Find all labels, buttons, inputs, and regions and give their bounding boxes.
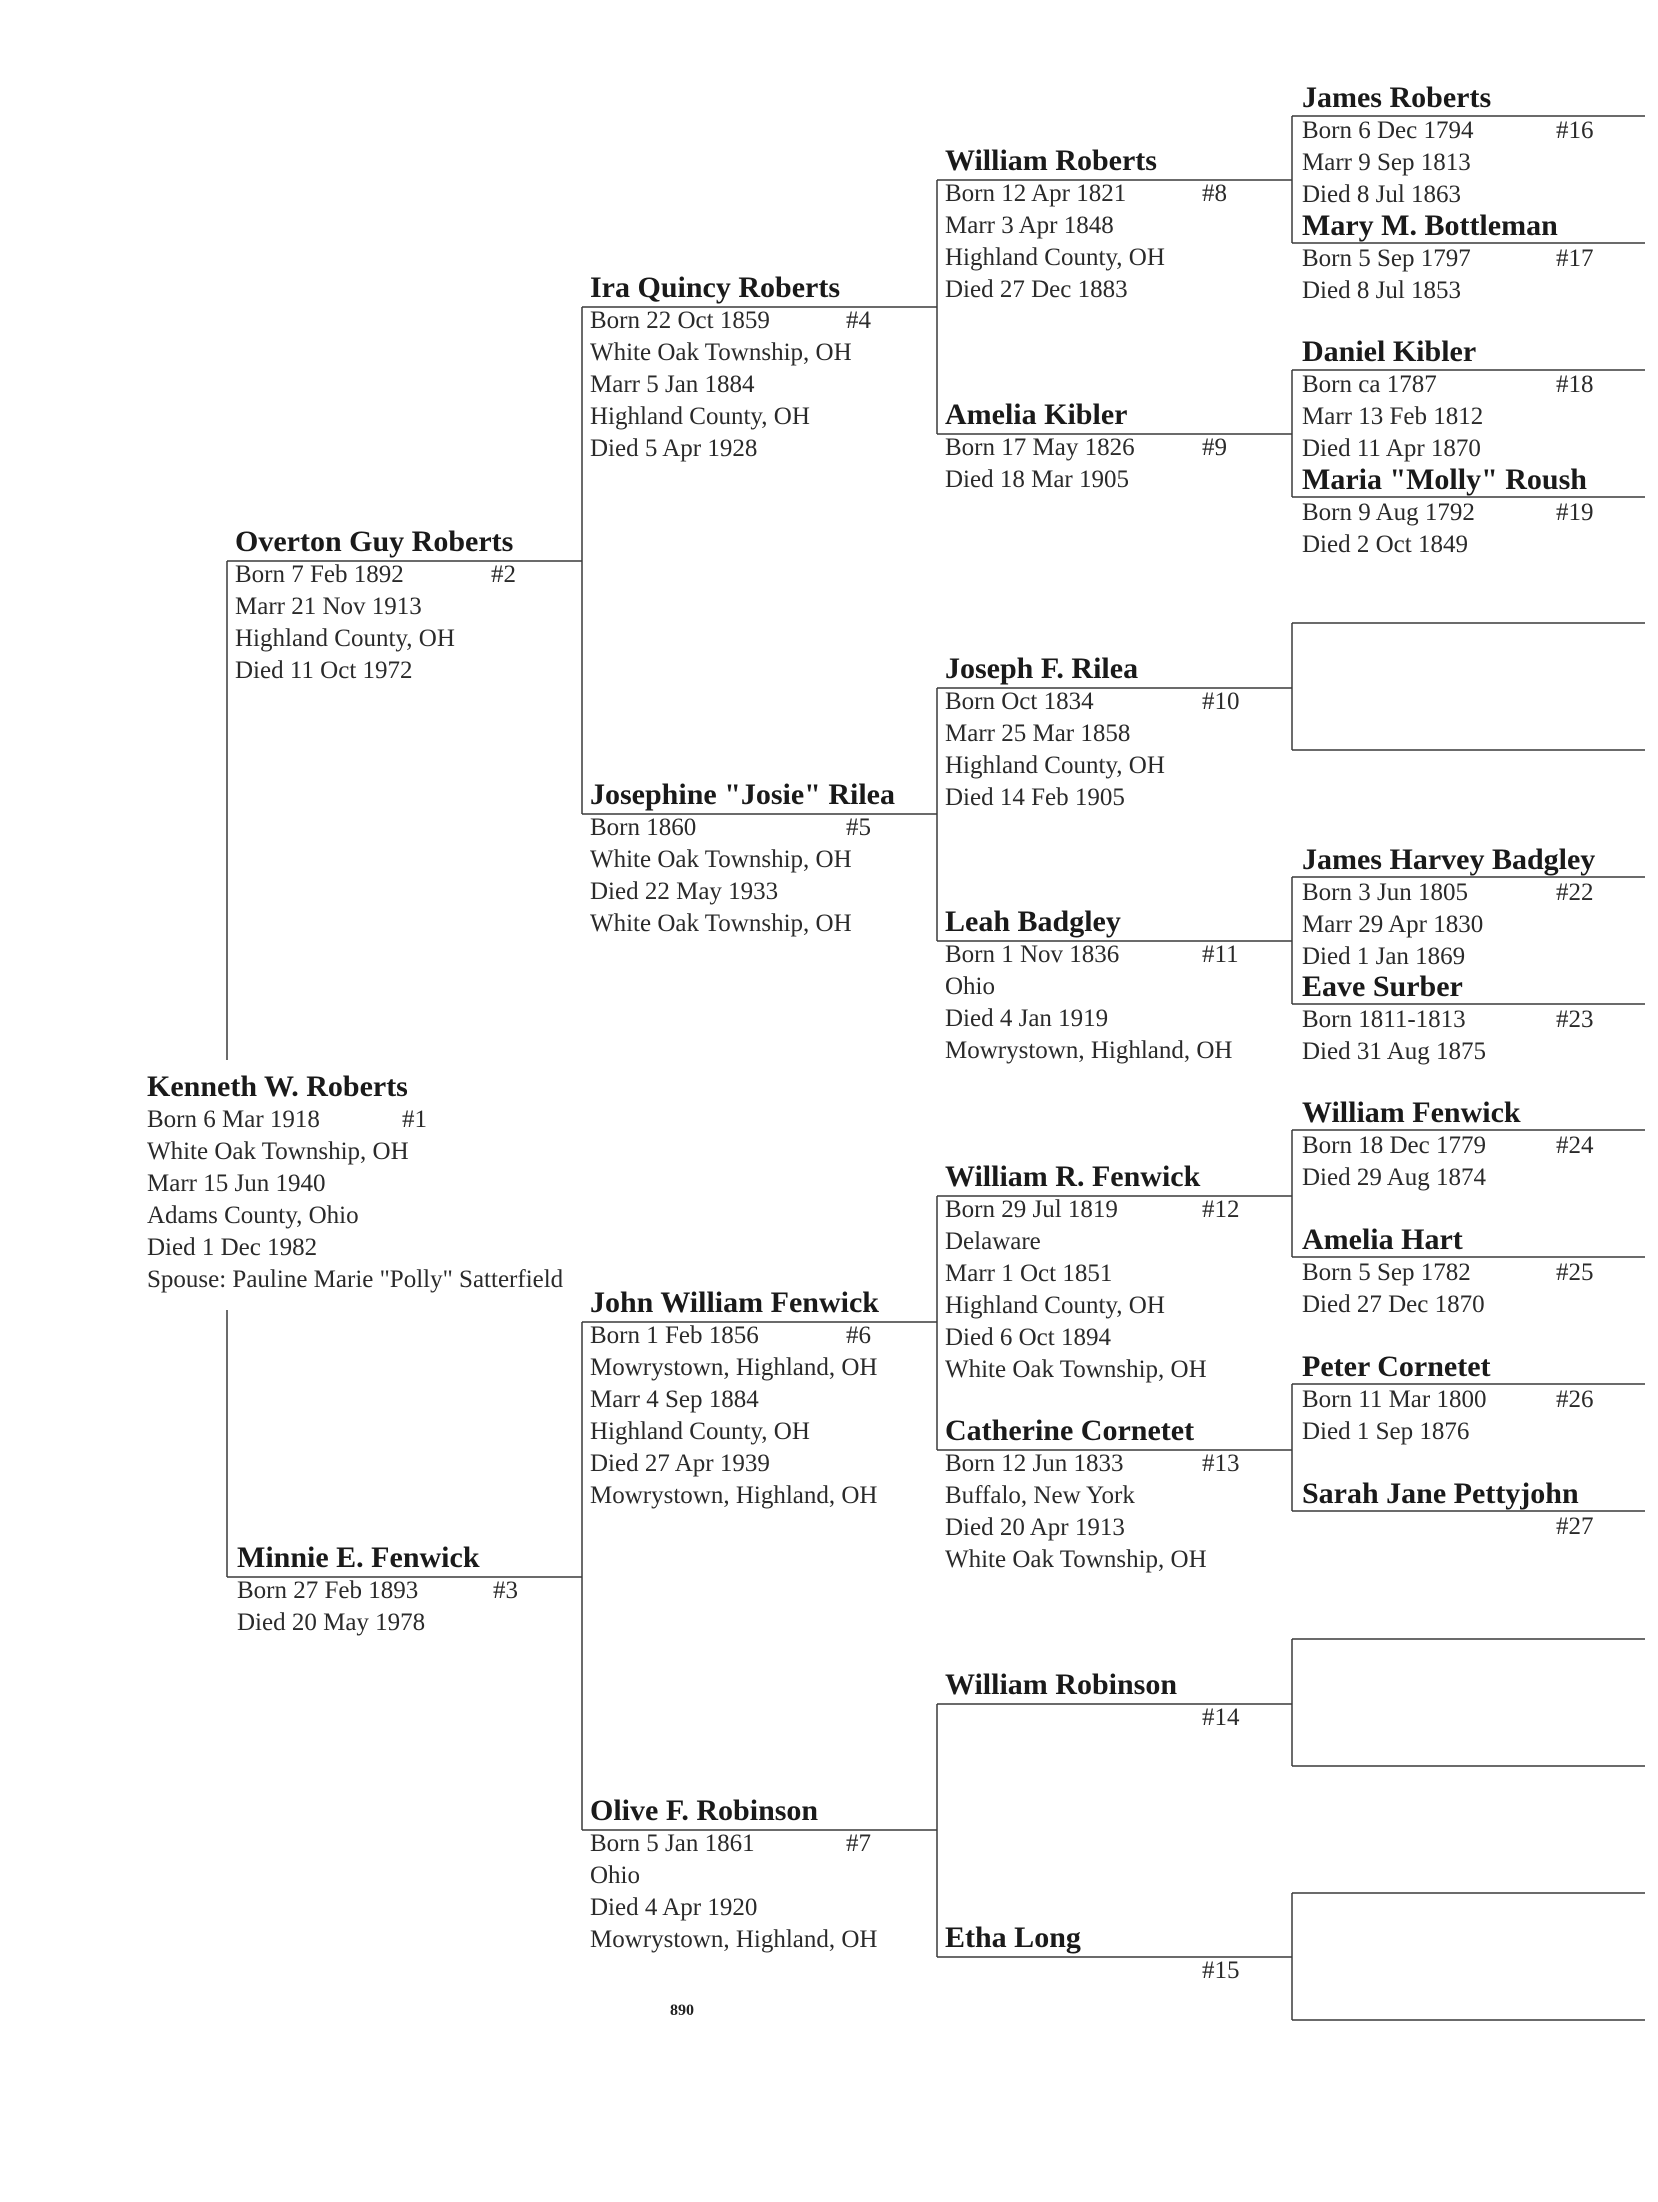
- page-number: 890: [670, 2002, 694, 2019]
- person-detail: Marr 29 Apr 1830: [1302, 911, 1484, 938]
- person-detail: Born 1860: [590, 814, 697, 841]
- person-detail: Died 4 Jan 1919: [945, 1005, 1109, 1032]
- person-detail: Born 6 Mar 1918: [147, 1106, 320, 1133]
- person-4: [590, 271, 871, 465]
- person-detail: Marr 3 Apr 1848: [945, 212, 1114, 239]
- person-number: #3: [493, 1577, 518, 1604]
- person-number: #11: [1202, 941, 1239, 968]
- person-detail: Born 5 Sep 1797: [1302, 245, 1471, 272]
- person-number: #6: [846, 1322, 871, 1349]
- person-detail: Born 27 Feb 1893: [237, 1577, 419, 1604]
- person-number: #23: [1556, 1006, 1594, 1033]
- person-name: Etha Long: [945, 1921, 1081, 1954]
- person-detail: Highland County, OH: [235, 625, 455, 652]
- person-name: Minnie E. Fenwick: [237, 1541, 480, 1574]
- person-25: [1302, 1223, 1594, 1321]
- person-24: [1302, 1096, 1594, 1194]
- person-name: Joseph F. Rilea: [945, 652, 1139, 685]
- person-detail: Died 29 Aug 1874: [1302, 1164, 1487, 1191]
- person-9: [945, 398, 1227, 496]
- person-name: Mary M. Bottleman: [1302, 209, 1558, 242]
- person-name: James Roberts: [1302, 81, 1492, 114]
- person-detail: Died 8 Jul 1863: [1302, 181, 1462, 208]
- person-number: #25: [1556, 1259, 1594, 1286]
- person-number: #18: [1556, 371, 1594, 398]
- person-name: Josephine "Josie" Rilea: [590, 778, 895, 811]
- person-detail: Died 14 Feb 1905: [945, 784, 1125, 811]
- person-number: #1: [402, 1106, 427, 1133]
- person-detail: White Oak Township, OH: [945, 1356, 1207, 1383]
- person-14: [945, 1668, 1240, 1731]
- person-detail: Born 6 Dec 1794: [1302, 117, 1474, 144]
- person-detail: Marr 4 Sep 1884: [590, 1386, 759, 1413]
- person-detail: Marr 9 Sep 1813: [1302, 149, 1471, 176]
- person-name: James Harvey Badgley: [1302, 843, 1596, 876]
- person-number: #19: [1556, 499, 1594, 526]
- person-detail: White Oak Township, OH: [590, 846, 852, 873]
- person-detail: Died 2 Oct 1849: [1302, 531, 1468, 558]
- person-detail: Born 12 Jun 1833: [945, 1450, 1124, 1477]
- person-detail: Buffalo, New York: [945, 1482, 1135, 1509]
- person-detail: Died 6 Oct 1894: [945, 1324, 1111, 1351]
- person-detail: Spouse: Pauline Marie "Polly" Satterfield: [147, 1266, 564, 1293]
- person-detail: Died 1 Sep 1876: [1302, 1418, 1470, 1445]
- person-number: #7: [846, 1830, 871, 1857]
- person-number: #2: [491, 561, 516, 588]
- person-detail: Died 5 Apr 1928: [590, 435, 758, 462]
- person-name: Maria "Molly" Roush: [1302, 463, 1587, 496]
- person-detail: Marr 5 Jan 1884: [590, 371, 755, 398]
- person-name: Sarah Jane Pettyjohn: [1302, 1477, 1579, 1510]
- person-detail: Born ca 1787: [1302, 371, 1437, 398]
- person-23: [1302, 970, 1594, 1068]
- person-name: Leah Badgley: [945, 905, 1121, 938]
- person-detail: Born 29 Jul 1819: [945, 1196, 1118, 1223]
- person-name: William R. Fenwick: [945, 1160, 1201, 1193]
- person-number: #22: [1556, 879, 1594, 906]
- person-2: [235, 525, 516, 687]
- person-8: [945, 144, 1227, 306]
- person-number: #10: [1202, 688, 1240, 715]
- person-detail: Born 22 Oct 1859: [590, 307, 770, 334]
- person-10: [945, 652, 1240, 814]
- person-detail: Born 1811-1813: [1302, 1006, 1466, 1033]
- person-11: [945, 905, 1239, 1067]
- person-detail: Died 27 Dec 1883: [945, 276, 1128, 303]
- person-detail: Born 9 Aug 1792: [1302, 499, 1475, 526]
- person-number: #14: [1202, 1704, 1240, 1731]
- person-detail: Died 18 Mar 1905: [945, 466, 1129, 493]
- person-detail: Died 11 Apr 1870: [1302, 435, 1481, 462]
- person-name: William Fenwick: [1302, 1096, 1521, 1129]
- person-detail: Mowrystown, Highland, OH: [590, 1354, 878, 1381]
- person-27: [1302, 1477, 1594, 1540]
- person-detail: Marr 13 Feb 1812: [1302, 403, 1484, 430]
- person-18: [1302, 335, 1594, 465]
- person-number: #27: [1556, 1513, 1594, 1540]
- person-5: [590, 778, 895, 940]
- person-detail: Born Oct 1834: [945, 688, 1094, 715]
- person-detail: Born 1 Nov 1836: [945, 941, 1120, 968]
- person-detail: Delaware: [945, 1228, 1041, 1255]
- person-detail: White Oak Township, OH: [590, 339, 852, 366]
- person-17: [1302, 209, 1594, 307]
- person-name: William Roberts: [945, 144, 1157, 177]
- person-name: Amelia Kibler: [945, 398, 1128, 431]
- person-detail: Born 3 Jun 1805: [1302, 879, 1468, 906]
- person-detail: Died 27 Dec 1870: [1302, 1291, 1485, 1318]
- person-detail: Marr 15 Jun 1940: [147, 1170, 326, 1197]
- person-name: Olive F. Robinson: [590, 1794, 819, 1827]
- person-19: [1302, 463, 1594, 561]
- person-name: William Robinson: [945, 1668, 1178, 1701]
- person-detail: Born 5 Jan 1861: [590, 1830, 755, 1857]
- person-detail: White Oak Township, OH: [147, 1138, 409, 1165]
- person-detail: Died 1 Jan 1869: [1302, 943, 1466, 970]
- person-detail: Died 27 Apr 1939: [590, 1450, 770, 1477]
- person-name: Overton Guy Roberts: [235, 525, 514, 558]
- person-number: #8: [1202, 180, 1227, 207]
- person-detail: Highland County, OH: [590, 403, 810, 430]
- person-number: #12: [1202, 1196, 1240, 1223]
- person-detail: Mowrystown, Highland, OH: [590, 1482, 878, 1509]
- person-detail: Highland County, OH: [945, 244, 1165, 271]
- person-number: #26: [1556, 1386, 1594, 1413]
- person-detail: Died 1 Dec 1982: [147, 1234, 318, 1261]
- person-22: [1302, 843, 1595, 973]
- person-number: #16: [1556, 117, 1594, 144]
- person-name: Eave Surber: [1302, 970, 1463, 1003]
- person-name: Catherine Cornetet: [945, 1414, 1195, 1447]
- person-number: #17: [1556, 245, 1594, 272]
- person-number: #5: [846, 814, 871, 841]
- person-detail: Born 11 Mar 1800: [1302, 1386, 1487, 1413]
- person-number: #13: [1202, 1450, 1240, 1477]
- person-detail: Highland County, OH: [590, 1418, 810, 1445]
- person-detail: White Oak Township, OH: [590, 910, 852, 937]
- person-name: Daniel Kibler: [1302, 335, 1477, 368]
- person-detail: Died 20 May 1978: [237, 1609, 426, 1636]
- person-detail: Ohio: [945, 973, 995, 1000]
- person-12: [945, 1160, 1240, 1386]
- person-detail: Died 20 Apr 1913: [945, 1514, 1125, 1541]
- person-detail: Died 8 Jul 1853: [1302, 277, 1462, 304]
- person-16: [1302, 81, 1594, 211]
- person-1: [147, 1070, 563, 1296]
- person-detail: Born 17 May 1826: [945, 434, 1135, 461]
- person-13: [945, 1414, 1240, 1576]
- person-detail: White Oak Township, OH: [945, 1546, 1207, 1573]
- person-detail: Highland County, OH: [945, 752, 1165, 779]
- person-detail: Died 11 Oct 1972: [235, 657, 413, 684]
- person-name: John William Fenwick: [590, 1286, 879, 1319]
- person-number: #9: [1202, 434, 1227, 461]
- person-detail: Marr 21 Nov 1913: [235, 593, 422, 620]
- person-detail: Adams County, Ohio: [147, 1202, 359, 1229]
- person-detail: Born 1 Feb 1856: [590, 1322, 759, 1349]
- person-number: #15: [1202, 1957, 1240, 1984]
- person-3: [237, 1541, 518, 1639]
- person-7: [590, 1794, 878, 1956]
- person-detail: Born 12 Apr 1821: [945, 180, 1127, 207]
- person-name: Amelia Hart: [1302, 1223, 1463, 1256]
- person-15: [945, 1921, 1240, 1984]
- person-number: #24: [1556, 1132, 1594, 1159]
- person-detail: Marr 1 Oct 1851: [945, 1260, 1113, 1287]
- person-detail: Born 7 Feb 1892: [235, 561, 404, 588]
- person-number: #4: [846, 307, 871, 334]
- person-name: Kenneth W. Roberts: [147, 1070, 408, 1103]
- person-6: [590, 1286, 879, 1512]
- person-name: Ira Quincy Roberts: [590, 271, 840, 304]
- person-detail: Died 22 May 1933: [590, 878, 779, 905]
- person-detail: Born 5 Sep 1782: [1302, 1259, 1471, 1286]
- person-detail: Mowrystown, Highland, OH: [945, 1037, 1233, 1064]
- person-detail: Died 31 Aug 1875: [1302, 1038, 1487, 1065]
- person-detail: Marr 25 Mar 1858: [945, 720, 1131, 747]
- person-detail: Died 4 Apr 1920: [590, 1894, 758, 1921]
- person-name: Peter Cornetet: [1302, 1350, 1491, 1383]
- person-detail: Born 18 Dec 1779: [1302, 1132, 1486, 1159]
- person-detail: Highland County, OH: [945, 1292, 1165, 1319]
- person-detail: Ohio: [590, 1862, 640, 1889]
- person-detail: Mowrystown, Highland, OH: [590, 1926, 878, 1953]
- person-26: [1302, 1350, 1594, 1448]
